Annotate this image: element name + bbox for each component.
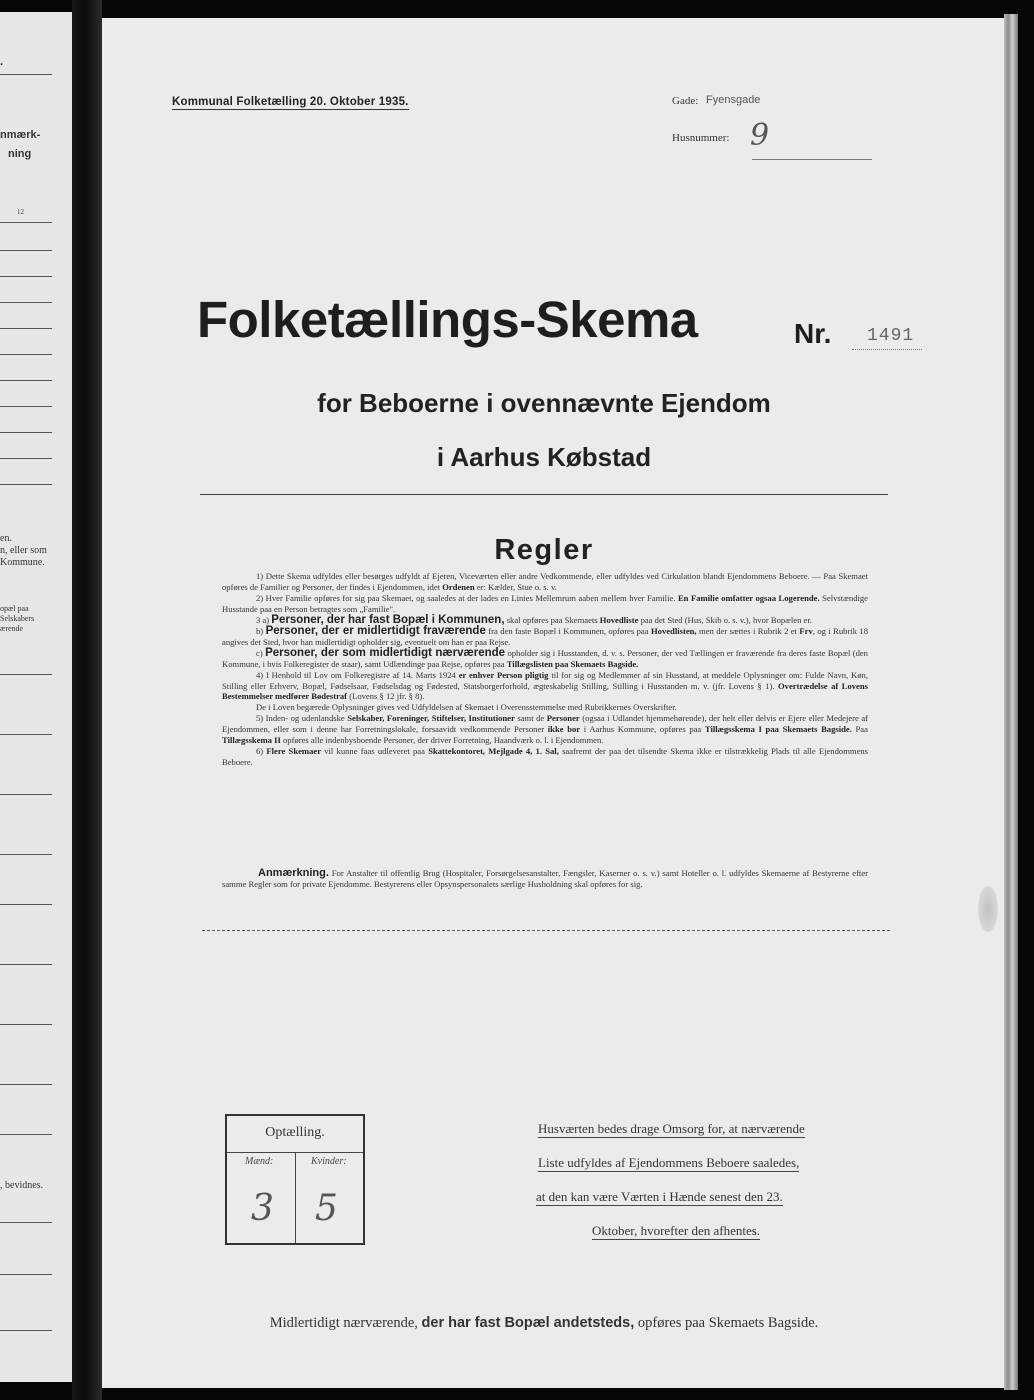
prev-page-rule [0,380,52,381]
anmaerkning-label: Anmærkning. [258,867,329,879]
rule-4: 4) I Henhold til Lov om Folkeregistre af 14. Marts 1924 er enhver Person pligtig til for sig og Medlemmer af sin Husstand, at meddele Oplysninger om: Fulde Navn, Køn, Stilling eller Erhverv, Bopæl, Fødselsaar, Fødselsdag og Fødested, Statsborgerforhold, ægteskabelig Stilling, Stilling i Husstanden m. v. (jfr. Lovens § 1). Overtrædelse af Lovens Bestemmelser medfører Bødestraf (Lovens § 12 jfr. § 8). [222,669,868,702]
prev-page-mark: . [0,54,3,68]
prev-page-rule [0,406,52,407]
prev-page-rule [0,964,52,965]
prev-page-text: en. [0,533,12,544]
form-number-label: Nr. [794,318,832,349]
prev-page-rule [0,74,52,75]
prev-page-text: 12 [17,208,24,216]
rules-text [222,571,868,768]
rule-4b: De i Loven begærede Oplysninger gives ved Udfyldelsen af Skemaet i Overensstemmelse med Rubrikkernes Overskrifter. [256,702,677,713]
anmaerkning-note [222,868,868,890]
divider-rule [202,930,890,931]
prev-page-rule [0,354,52,355]
prev-page-rule [0,302,52,303]
instruction-line: Oktober, hvorefter den afhentes. [592,1223,761,1238]
prev-page-rule [0,734,52,735]
prev-page-text: Selskabers [0,614,35,623]
prev-page-rule [0,904,52,905]
rule-3b: b) Personer, der er midlertidigt fraværende fra den faste Bopæl i Kommunen, opføres paa Hovedlisten, men der sættes i Rubrik 2 et Frv, og i Rubrik 18 angives det Sted, hvor han midlertidigt opholder sig, eventuelt om han er paa Rejse. [222,624,869,647]
count-box-title: Optælling. [227,1116,363,1153]
prev-page-rule [0,328,52,329]
men-count: 3 [251,1188,274,1229]
prev-page-rule [0,250,52,251]
previous-page-strip [0,12,72,1382]
prev-page-rule [0,854,52,855]
gade-value: Fyensgade [706,94,761,106]
form-number-underline [852,349,922,350]
prev-page-rule [0,458,52,459]
footer-note: Midlertidigt nærværende, der har fast Bopæl andetsteds, opføres paa Skemaets Bagside. [269,1315,819,1331]
prev-page-rule [0,1274,52,1275]
rule-6: 6) Flere Skemaer vil kunne faas udleveret paa Skattekontoret, Mejlgade 4, 1. Sal, saafremt der paa det tilsendte Skema ikke er tilstrækkelig Plads til alle Ejendommens Beboere. [222,746,869,768]
prev-page-rule [0,484,52,485]
rule-5: 5) Inden- og udenlandske Selskaber, Foreninger, Stiftelser, Institutioner samt de Personer (ogsaa i Udlandet hjemmehørende), der helt eller delvis er Ejere eller Medejere af Ejendommen, eller som i denne har Forretningslokale, forsaavidt vedkommende Personer ikke bor i Aarhus Kommune, opføres paa Tillægsskema I paa Skemaets Bagside. Paa Tillægsskema II opføres alle indenbysboende Personer, der driver Forretning, Haandværk o. l. i Ejendommen. [222,713,869,746]
prev-page-rule [0,1330,52,1331]
subtitle-town: i Aarhus Købstad [436,442,652,472]
form-number-value: 1491 [867,326,915,346]
rules-heading: Regler [494,534,594,566]
husnummer-underline [752,159,872,160]
prev-page-text: opæl paa [0,604,29,613]
book-gutter [72,0,102,1400]
prev-page-rule [0,432,52,433]
men-label: Mænd: [245,1156,274,1167]
count-box-divider [295,1152,296,1243]
rule-1: 1) Dette Skema udfyldes eller besørges udfyldt af Ejeren, Viceværten eller andre Vedkommende, eller udfyldes ved Cirkulation blandt Ejendommens Beboere. — Paa Skemaet opføres de Familier og Personer, der findes i Ejendommen, idet Ordenen er: Kælder, Stue o. s. v. [222,571,868,592]
rule-3a: 3 a) Personer, der har fast Bopæl i Kommunen, skal opføres paa Skemaets Hovedliste paa det Sted (Hus, Skib o. s. v.), hvor Bopælen er. [256,613,812,626]
women-count: 5 [315,1188,338,1229]
prev-page-text: Kommune. [0,557,45,568]
count-box [225,1114,365,1245]
instruction-line: Liste udfyldes af Ejendommens Beboere saaledes, [538,1155,800,1170]
prev-page-rule [0,276,52,277]
prev-page-rule [0,222,52,223]
prev-page-text: ning [8,148,32,160]
prev-page-rule [0,1084,52,1085]
census-title: Kommunal Folketælling 20. Oktober 1935. [172,96,409,108]
husnummer-label: Husnummer: [672,132,730,144]
anmaerkning-text: For Anstalter til offentlig Brug (Hospitaler, Forsørgelsesanstalter, Fængsler, Kaserner o. s. v.) samt Hoteller o. l. udfyldes Skemaerne af Bestyrerne efter samme Regler som for private Ejendomme. Bestyrerens eller Opsynspersonalets særlige Husholdning skal opføres for sig. [222,868,868,889]
prev-page-rule [0,1222,52,1223]
prev-page-text: ærende [0,624,24,633]
page-edge [1004,14,1018,1390]
prev-page-rule [0,674,52,675]
prev-page-rule [0,1134,52,1135]
rule-3c: c) Personer, der som midlertidigt nærværende opholder sig i Husstanden, d. v. s. Personer, der ved Tællingen er fraværende fra deres faste Bopæl (den Kommune, i hvis Folkeregister de staar), samt Udlændinge paa Rejse, opføres paa Tillægslisten paa Skemaets Bagside. [222,646,868,669]
gade-label: Gade: [672,95,699,107]
instruction-line: Husværten bedes drage Omsorg for, at nærværende [538,1121,805,1136]
women-label: Kvinder: [311,1156,347,1167]
prev-page-rule [0,794,52,795]
instruction-line: at den kan være Værten i Hænde senest den 23. [536,1189,783,1204]
rule-2: 2) Hver Familie opføres for sig paa Skemaet, og saaledes at der lades en Linies Mellemrum aaben mellem hver Familie. En Familie omfatter ogsaa Logerende. Selvstændige Husstande paa en Person betragtes som „Familie". [222,592,868,614]
form-title: Folketællings-Skema [197,291,698,348]
prev-page-text: n, eller som [0,545,47,556]
paper-stain [978,886,998,932]
prev-page-rule [0,1024,52,1025]
prev-page-text: nmærk- [0,129,41,141]
husnummer-value: 9 [750,118,770,153]
prev-page-text: , bevidnes. [0,1180,44,1191]
divider-rule [200,494,888,495]
subtitle-residents: for Beboerne i ovennævnte Ejendom [317,388,771,418]
census-form-page [102,18,1004,1388]
